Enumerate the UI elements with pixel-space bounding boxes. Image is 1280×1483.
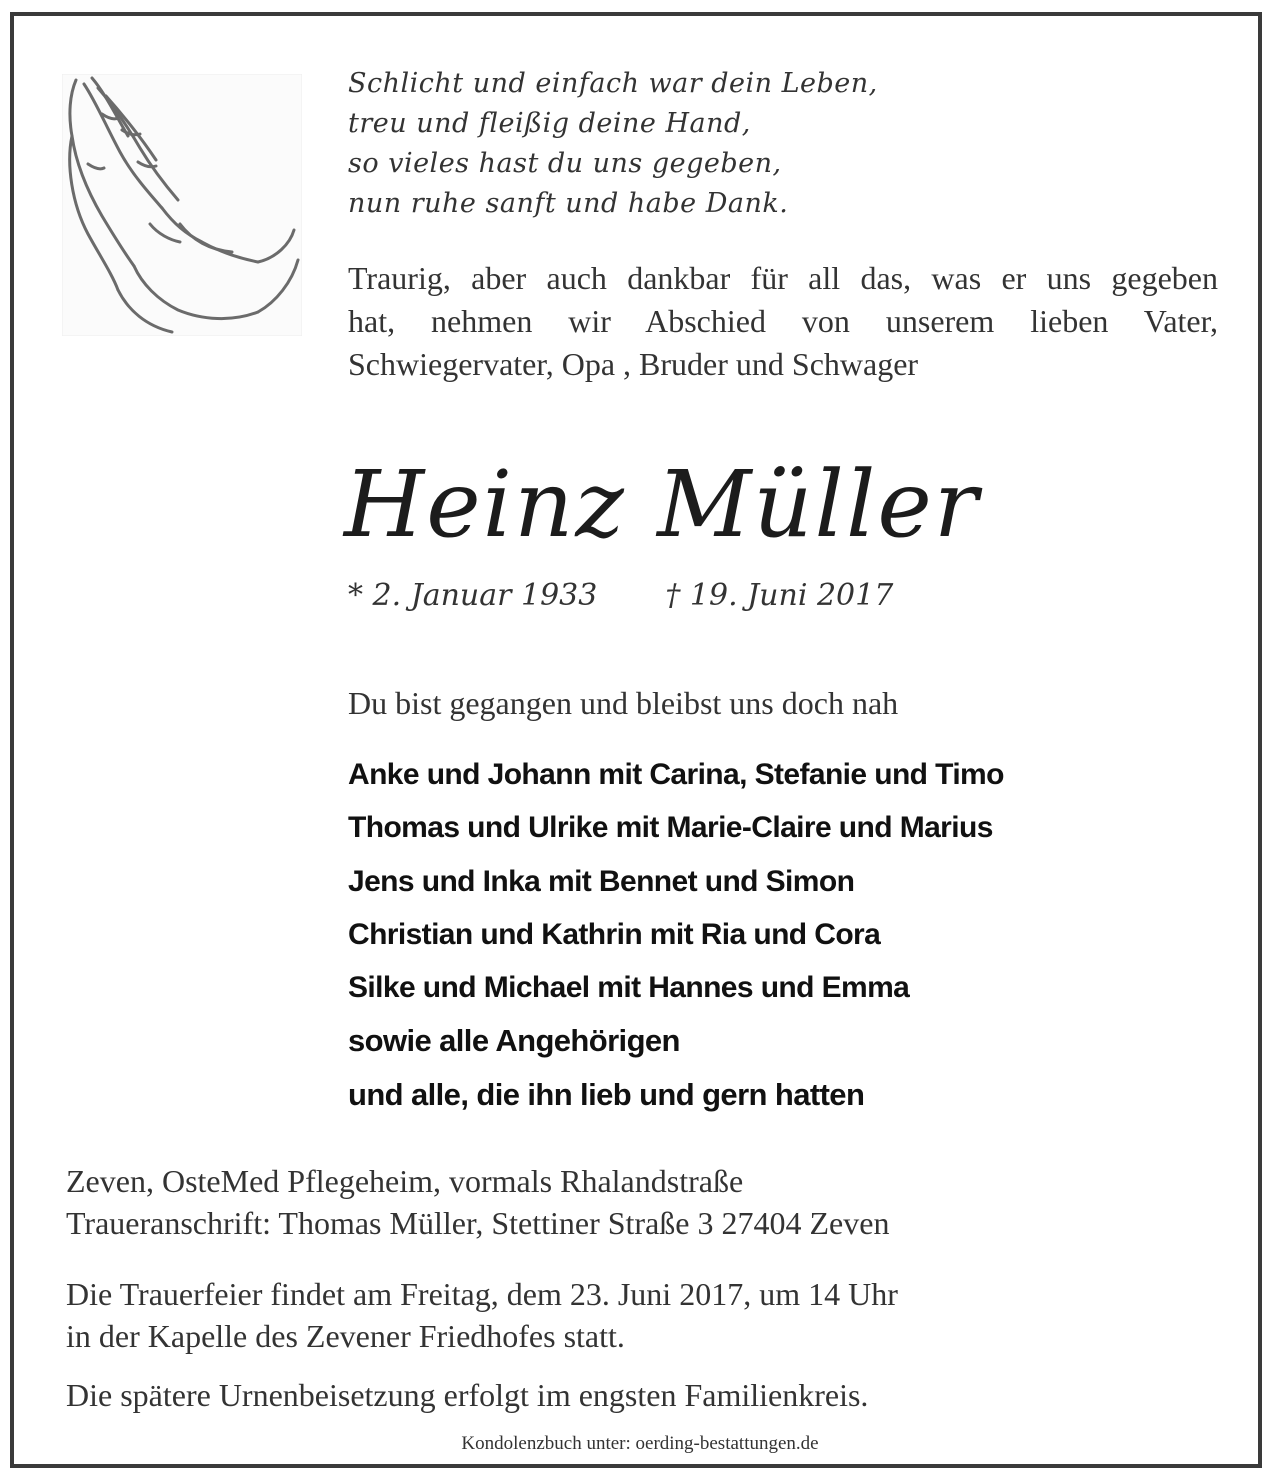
address-line: Zeven, OsteMed Pflegeheim, vormals Rhalandstraße — [66, 1163, 744, 1199]
poem-line: so vieles hast du uns gegeben, — [348, 148, 782, 179]
intro-line: Schwiegervater, Opa , Bruder und Schwager — [348, 346, 919, 382]
family-line: Thomas und Ulrike mit Marie-Claire und Marius — [348, 811, 993, 845]
family-line: Jens und Inka mit Bennet und Simon — [348, 864, 855, 898]
poem — [348, 64, 878, 224]
birth-date: * 2. Januar 1933 — [348, 578, 598, 613]
condolence-link[interactable]: Kondolenzbuch unter: oerding-bestattungen.de — [461, 1433, 819, 1454]
death-date: † 19. Juni 2017 — [665, 578, 894, 613]
intro-line: hat, nehmen wir Abschied von unserem lieben Vater, — [348, 303, 1218, 339]
poem-line: treu und fleißig deine Hand, — [348, 108, 751, 139]
life-dates — [348, 576, 893, 616]
family-list — [348, 748, 1004, 1121]
family-line: Anke und Johann mit Carina, Stefanie und Timo — [348, 758, 1004, 791]
ceremony-block — [66, 1273, 898, 1357]
burial-note: Die spätere Urnenbeisetzung erfolgt im engsten Familienkreis. — [66, 1377, 869, 1413]
address-block — [66, 1160, 889, 1244]
intro-paragraph — [348, 257, 1218, 386]
praying-hands-icon — [62, 74, 302, 336]
family-line: und alle, die ihn lieb und gern hatten — [348, 1076, 865, 1112]
family-line: Christian und Kathrin mit Ria und Cora — [348, 917, 881, 951]
family-line: sowie alle Angehörigen — [348, 1023, 680, 1059]
ceremony-line: in der Kapelle des Zevener Friedhofes statt. — [66, 1318, 625, 1354]
poem-line: nun ruhe sanft und habe Dank. — [348, 188, 789, 219]
ceremony-line: Die Trauerfeier findet am Freitag, dem 23. Juni 2017, um 14 Uhr — [66, 1276, 898, 1312]
family-line: Silke und Michael mit Hannes und Emma — [348, 971, 910, 1005]
address-line: Traueranschrift: Thomas Müller, Stettiner Straße 3 27404 Zeven — [66, 1205, 890, 1241]
deceased-name: Heinz Müller — [344, 451, 980, 558]
intro-line: Traurig, aber auch dankbar für all das, was er uns gegeben — [348, 260, 1218, 296]
poem-line: Schlicht und einfach war dein Leben, — [348, 68, 878, 99]
subline: Du bist gegangen und bleibst uns doch nah — [348, 685, 899, 721]
